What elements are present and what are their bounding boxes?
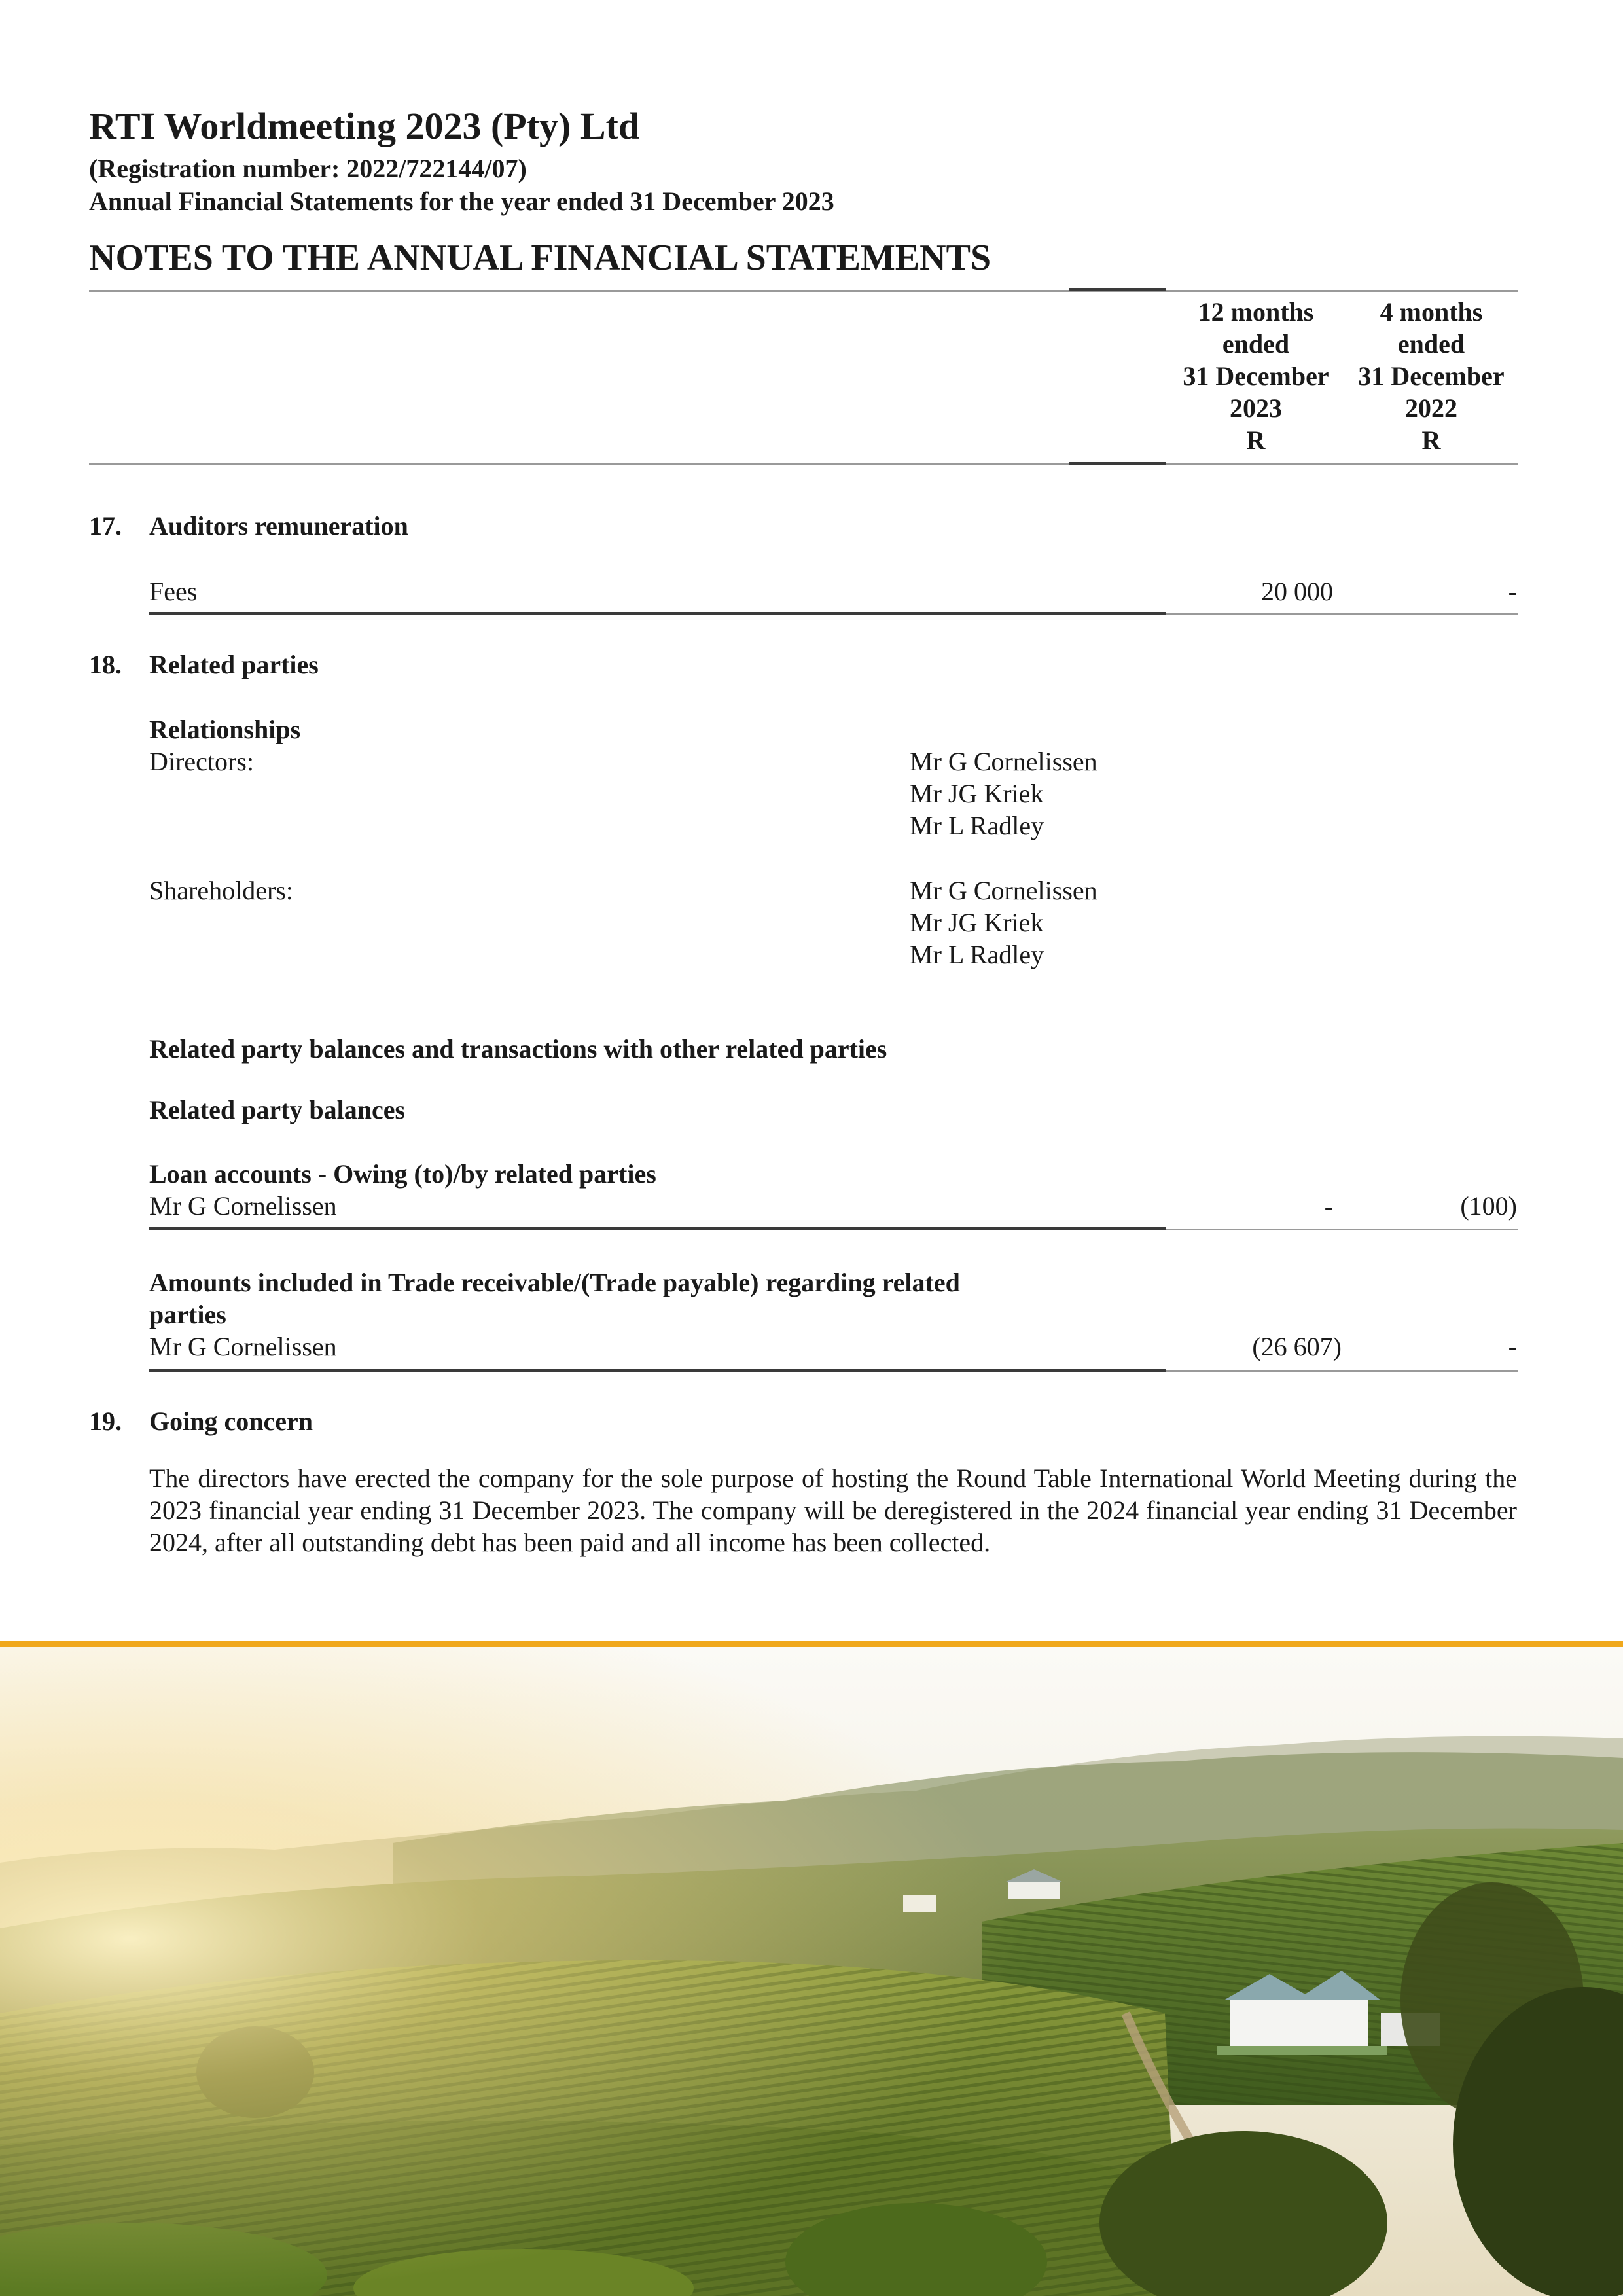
col1-line-5: R bbox=[1246, 425, 1266, 455]
loan-accounts-heading: Loan accounts - Owing (to)/by related parties bbox=[149, 1159, 656, 1189]
loan-row-2022: (100) bbox=[1460, 1191, 1517, 1221]
col2-line-5: R bbox=[1421, 425, 1441, 455]
fees-2023: 20 000 bbox=[1261, 577, 1333, 606]
loan-row-label: Mr G Cornelissen bbox=[149, 1191, 337, 1221]
relationships-heading: Relationships bbox=[149, 715, 301, 744]
col2-line-2: ended bbox=[1397, 329, 1465, 359]
fees-rule-light bbox=[1166, 613, 1518, 615]
director-3: Mr L Radley bbox=[910, 811, 1044, 840]
vineyard-landscape-photo bbox=[0, 1647, 1623, 2296]
shareholder-1: Mr G Cornelissen bbox=[910, 876, 1097, 905]
shareholders-label: Shareholders: bbox=[149, 876, 293, 905]
trade-rule-dark bbox=[149, 1369, 1166, 1372]
registration-number: (Registration number: 2022/722144/07) bbox=[89, 154, 527, 183]
col1-line-1: 12 months bbox=[1198, 297, 1314, 327]
company-name: RTI Worldmeeting 2023 (Pty) Ltd bbox=[89, 105, 640, 147]
col1-line-2: ended bbox=[1222, 329, 1290, 359]
balances-heading: Related party balances bbox=[149, 1095, 406, 1124]
director-1: Mr G Cornelissen bbox=[910, 747, 1097, 776]
trade-rule-light bbox=[1166, 1370, 1518, 1372]
header-rule-top-accent bbox=[1069, 288, 1166, 291]
accent-divider bbox=[0, 1641, 1623, 1647]
shareholder-3: Mr L Radley bbox=[910, 940, 1044, 969]
header-rule-bottom-accent bbox=[1069, 462, 1166, 465]
column-heading-2023 bbox=[1168, 296, 1344, 456]
trade-heading-line-2: parties bbox=[149, 1300, 226, 1329]
col2-line-1: 4 months bbox=[1380, 297, 1483, 327]
trade-row-2022: - bbox=[1508, 1332, 1517, 1361]
note-19-title: Going concern bbox=[149, 1407, 313, 1436]
header-rule-top bbox=[89, 290, 1518, 292]
note-17-number: 17. bbox=[89, 511, 122, 541]
notes-title: NOTES TO THE ANNUAL FINANCIAL STATEMENTS bbox=[89, 238, 991, 278]
trade-row-label: Mr G Cornelissen bbox=[149, 1332, 337, 1361]
note-18-title: Related parties bbox=[149, 650, 319, 679]
shareholder-2: Mr JG Kriek bbox=[910, 908, 1044, 937]
note-17-title: Auditors remuneration bbox=[149, 511, 408, 541]
loan-rule-light bbox=[1166, 1229, 1518, 1230]
loan-row-2023: - bbox=[1324, 1191, 1333, 1221]
trade-row-2023: (26 607) bbox=[1252, 1332, 1342, 1361]
director-2: Mr JG Kriek bbox=[910, 779, 1044, 808]
loan-rule-dark bbox=[149, 1227, 1166, 1230]
fees-label: Fees bbox=[149, 577, 198, 606]
col2-line-3: 31 December bbox=[1358, 361, 1505, 391]
balances-transactions-heading: Related party balances and transactions with other related parties bbox=[149, 1034, 887, 1064]
statement-title: Annual Financial Statements for the year ended 31 December 2023 bbox=[89, 187, 834, 216]
header-rule-bottom bbox=[89, 463, 1518, 465]
col1-line-4: 2023 bbox=[1230, 393, 1282, 423]
note-19-number: 19. bbox=[89, 1407, 122, 1436]
directors-label: Directors: bbox=[149, 747, 254, 776]
fees-rule-dark bbox=[149, 612, 1166, 615]
note-18-number: 18. bbox=[89, 650, 122, 679]
col2-line-4: 2022 bbox=[1405, 393, 1457, 423]
going-concern-text: The directors have erected the company for the sole purpose of hosting the Round Table International World Meeting during the 2023 financial year ending 31 December 2023. The company will be deregistered in the 2024 financial year ending 31 December 2024, after all outstanding debt has been paid and all income has been collected. bbox=[149, 1463, 1517, 1557]
column-heading-2022 bbox=[1343, 296, 1520, 456]
trade-heading-line-1: Amounts included in Trade receivable/(Trade payable) regarding related bbox=[149, 1268, 960, 1297]
fees-2022: - bbox=[1508, 577, 1517, 606]
col1-line-3: 31 December bbox=[1183, 361, 1329, 391]
